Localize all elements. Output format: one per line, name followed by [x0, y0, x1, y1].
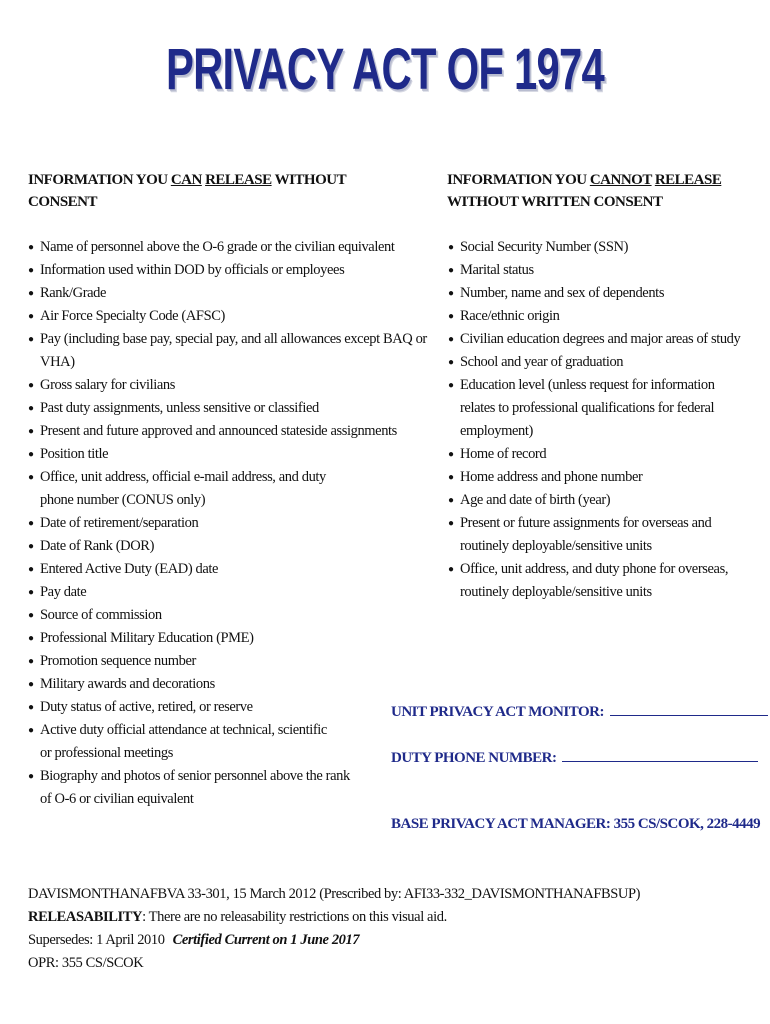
list-item: ● Home address and phone number [448, 466, 748, 489]
can-release-heading: INFORMATION YOU CAN RELEASE WITHOUT CONSENT [28, 172, 346, 210]
list-item: ● Rank/Grade [28, 282, 428, 305]
base-privacy-manager: BASE PRIVACY ACT MANAGER: 355 CS/SCOK, 228-4449 [391, 816, 761, 832]
phone-blank-line [562, 747, 758, 762]
list-item: ● Marital status [448, 259, 748, 282]
list-item: ● Age and date of birth (year) [448, 489, 748, 512]
releasability-line: RELEASABILITY: There are no releasability restrictions on this visual aid. [28, 909, 447, 925]
list-item: ● Past duty assignments, unless sensitive or classified [28, 397, 428, 420]
cannot-release-list [448, 236, 748, 604]
supersedes-line: Supersedes: 1 April 2010 Certified Current on 1 June 2017 [28, 932, 360, 948]
list-item: ● Biography and photos of senior personnel above the rank of O-6 or civilian equivalent [28, 765, 360, 811]
can-release-list [28, 236, 428, 811]
list-item: ● Name of personnel above the O-6 grade or the civilian equivalent [28, 236, 428, 259]
list-item: ● Office, unit address, and duty phone for overseas, routinely deployable/sensitive units [448, 558, 748, 604]
list-item: ● Source of commission [28, 604, 428, 627]
list-item: ● Civilian education degrees and major areas of study [448, 328, 748, 351]
document-footer [28, 883, 728, 975]
list-item: ● Pay date [28, 581, 428, 604]
list-item: ● Social Security Number (SSN) [448, 236, 748, 259]
list-item: ● Information used within DOD by officials or employees [28, 259, 428, 282]
list-item: ● Air Force Specialty Code (AFSC) [28, 305, 428, 328]
list-item: ● Home of record [448, 443, 748, 466]
duty-phone-field: DUTY PHONE NUMBER: [391, 747, 758, 767]
list-item: ● Duty status of active, retired, or reserve [28, 696, 428, 719]
unit-privacy-monitor-field: UNIT PRIVACY ACT MONITOR: [391, 701, 768, 721]
list-item: ● Promotion sequence number [28, 650, 428, 673]
list-item: ● Date of retirement/separation [28, 512, 428, 535]
list-item: ● Gross salary for civilians [28, 374, 428, 397]
list-item: ● Pay (including base pay, special pay, and all allowances except BAQ or VHA) [28, 328, 428, 374]
list-item: ● Education level (unless request for information relates to professional qualifications for federal employment) [448, 374, 748, 443]
list-item: ● Entered Active Duty (EAD) date [28, 558, 428, 581]
prescription-line: DAVISMONTHANAFBVA 33-301, 15 March 2012 (Prescribed by: AFI33-332_DAVISMONTHANAFBSUP) [28, 886, 641, 902]
list-item: ● Professional Military Education (PME) [28, 627, 428, 650]
opr-line: OPR: 355 CS/SCOK [28, 955, 144, 971]
list-item: ● Military awards and decorations [28, 673, 428, 696]
page-title: PRIVACY ACT OF 1974 [165, 37, 605, 102]
monitor-blank-line [610, 701, 768, 716]
list-item: ● Office, unit address, official e-mail address, and duty phone number (CONUS only) [28, 466, 340, 512]
list-item: ● School and year of graduation [448, 351, 748, 374]
cannot-release-heading: INFORMATION YOU CANNOT RELEASE WITHOUT WRITTEN CONSENT [447, 172, 722, 210]
list-item: ● Race/ethnic origin [448, 305, 748, 328]
list-item: ● Number, name and sex of dependents [448, 282, 748, 305]
list-item: ● Date of Rank (DOR) [28, 535, 428, 558]
list-item: ● Present and future approved and announced stateside assignments [28, 420, 428, 443]
list-item: ● Present or future assignments for overseas and routinely deployable/sensitive units [448, 512, 748, 558]
list-item: ● Active duty official attendance at technical, scientific or professional meetings [28, 719, 330, 765]
list-item: ● Position title [28, 443, 428, 466]
